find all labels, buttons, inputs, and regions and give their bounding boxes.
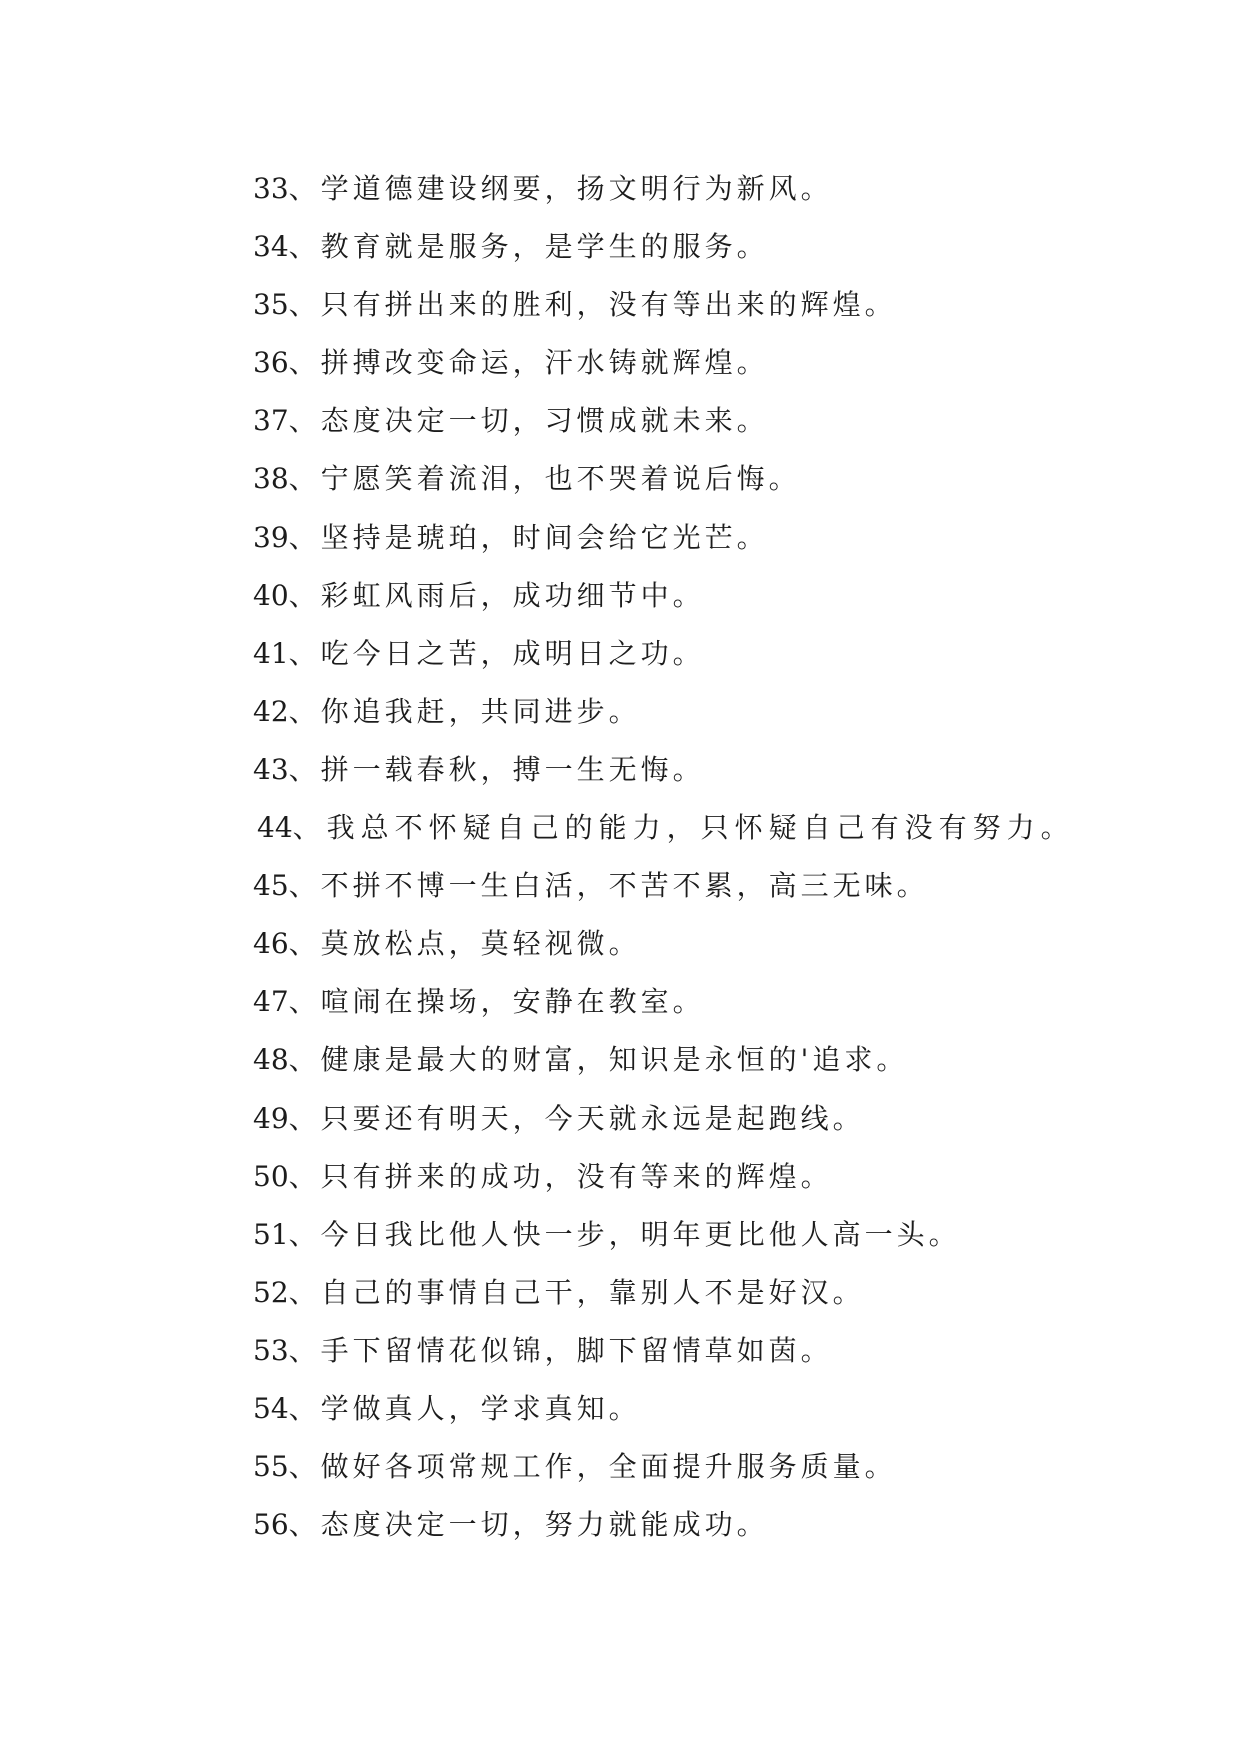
list-item — [253, 276, 1075, 334]
item-text: 、我总不怀疑自己的能力，只怀疑自己有没有努力。 — [292, 811, 1075, 845]
list-item — [253, 218, 1075, 276]
list-item — [253, 1148, 1075, 1206]
item-text: 、拼一载春秋，搏一生无悔。 — [288, 752, 705, 786]
item-number: 49 — [253, 1101, 289, 1135]
item-text: 、学做真人，学求真知。 — [288, 1391, 641, 1425]
list-item — [253, 509, 1075, 567]
list-item — [253, 973, 1075, 1031]
slogan-list — [253, 160, 1075, 1554]
item-number: 35 — [253, 288, 289, 322]
item-text: 、学道德建设纲要，扬文明行为新风。 — [288, 172, 833, 205]
item-text: 、做好各项常规工作，全面提升服务质量。 — [288, 1450, 897, 1484]
list-item — [253, 683, 1075, 741]
item-text: 、彩虹风雨后，成功细节中。 — [288, 578, 705, 612]
list-item — [253, 1206, 1075, 1264]
item-text: 、教育就是服务，是学生的服务。 — [288, 230, 769, 264]
list-item — [253, 392, 1075, 450]
list-item — [253, 1264, 1075, 1322]
list-item — [253, 915, 1075, 973]
item-text: 、手下留情花似锦，脚下留情草如茵。 — [288, 1333, 833, 1367]
item-number: 53 — [253, 1333, 289, 1367]
item-number: 54 — [253, 1391, 289, 1425]
item-number: 38 — [253, 462, 289, 496]
item-number: 47 — [253, 985, 289, 1019]
item-text: 、自己的事情自己干，靠别人不是好汉。 — [288, 1275, 865, 1309]
item-number: 42 — [253, 694, 289, 728]
item-number: 36 — [253, 346, 289, 380]
item-text: 、今日我比他人快一步，明年更比他人高一头。 — [288, 1217, 961, 1251]
item-text: 、不拼不博一生白活，不苦不累，高三无味。 — [288, 869, 929, 903]
item-number: 44 — [257, 811, 293, 845]
list-item — [253, 1380, 1075, 1438]
list-item — [253, 1322, 1075, 1380]
list-item — [253, 625, 1075, 683]
list-item — [253, 1496, 1075, 1554]
list-item — [253, 1031, 1075, 1089]
item-text: 、莫放松点，莫轻视微。 — [288, 927, 641, 961]
item-text: 、你追我赶，共同进步。 — [288, 694, 641, 728]
item-number: 45 — [253, 869, 289, 903]
item-number: 55 — [253, 1450, 289, 1484]
item-text: 、坚持是琥珀，时间会给它光芒。 — [288, 520, 769, 554]
list-item — [253, 1438, 1075, 1496]
list-item — [253, 450, 1075, 508]
list-item — [253, 1090, 1075, 1148]
item-text: 、健康是最大的财富，知识是永恒的'追求。 — [288, 1043, 909, 1077]
item-number: 52 — [253, 1275, 289, 1309]
item-number: 41 — [253, 636, 289, 670]
item-text: 、态度决定一切，习惯成就未来。 — [288, 404, 769, 438]
item-text: 、喧闹在操场，安静在教室。 — [288, 985, 705, 1019]
item-number: 33 — [253, 172, 289, 205]
list-item — [253, 799, 1075, 857]
list-item — [253, 741, 1075, 799]
item-text: 、只有拼来的成功，没有等来的辉煌。 — [288, 1159, 833, 1193]
item-number: 43 — [253, 752, 289, 786]
list-item — [253, 567, 1075, 625]
item-number: 40 — [253, 578, 289, 612]
item-number: 39 — [253, 520, 289, 554]
list-item — [253, 857, 1075, 915]
list-item — [253, 160, 1075, 218]
item-text: 、态度决定一切，努力就能成功。 — [288, 1508, 769, 1542]
item-number: 56 — [253, 1508, 289, 1542]
item-number: 37 — [253, 404, 289, 438]
item-number: 46 — [253, 927, 289, 961]
item-number: 51 — [253, 1217, 289, 1251]
item-number: 34 — [253, 230, 289, 264]
item-text: 、只有拼出来的胜利，没有等出来的辉煌。 — [288, 288, 897, 322]
item-text: 、宁愿笑着流泪，也不哭着说后悔。 — [288, 462, 801, 496]
item-number: 50 — [253, 1159, 289, 1193]
item-text: 、只要还有明天，今天就永远是起跑线。 — [288, 1101, 865, 1135]
item-number: 48 — [253, 1043, 289, 1077]
item-text: 、拼搏改变命运，汗水铸就辉煌。 — [288, 346, 769, 380]
item-text: 、吃今日之苦，成明日之功。 — [288, 636, 705, 670]
list-item — [253, 334, 1075, 392]
